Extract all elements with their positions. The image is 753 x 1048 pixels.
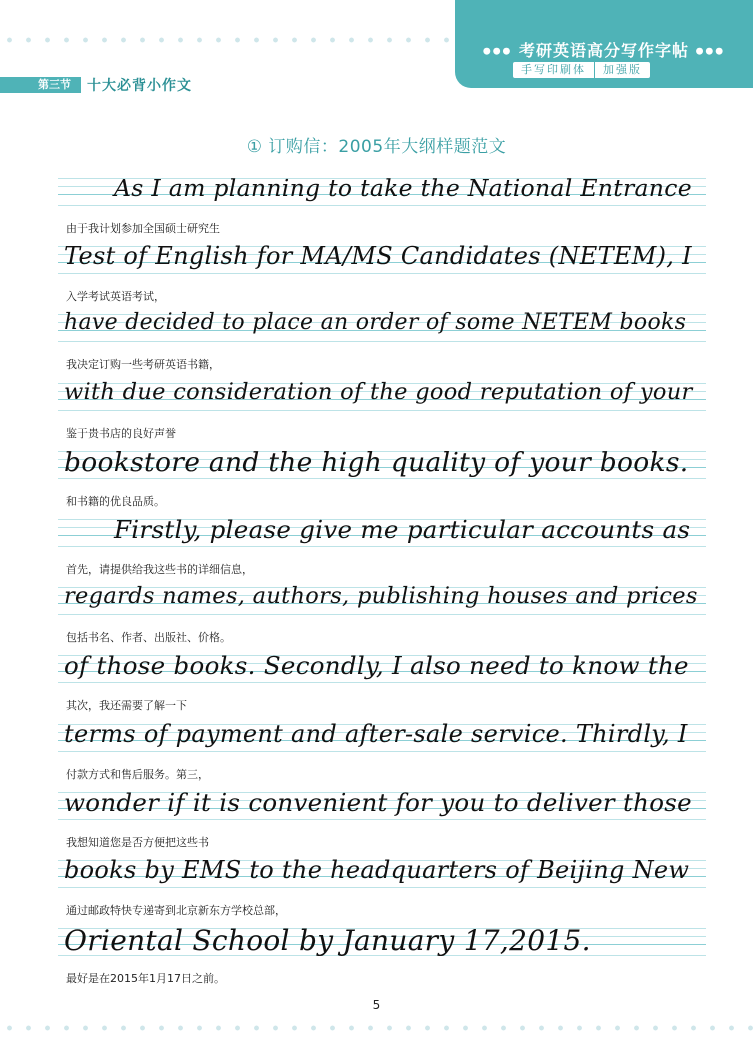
- dot-decoration-icon: ●●●: [482, 46, 513, 57]
- ruled-line: [58, 205, 706, 206]
- english-sentence: Test of English for MA/MS Candidates (NETEM), I: [64, 242, 692, 271]
- english-sentence: regards names, authors, publishing houses and prices: [64, 583, 698, 610]
- writing-line: [58, 308, 706, 376]
- chinese-translation: 由于我计划参加全国硕士研究生: [66, 222, 220, 235]
- section-title: 十大必背小作文: [87, 78, 192, 94]
- writing-line: [58, 718, 706, 786]
- ruled-line: [58, 751, 706, 752]
- ruled-line: [58, 819, 706, 820]
- top-dot-pattern: [0, 34, 450, 46]
- subtitle-right: 加强版: [603, 63, 642, 76]
- chinese-translation: 和书籍的优良品质。: [66, 494, 165, 508]
- chinese-translation: 鉴于贵书店的良好声誉: [66, 426, 176, 440]
- english-sentence: of those books. Secondly, I also need to know the: [64, 651, 689, 681]
- writing-line: [58, 172, 706, 240]
- bottom-dot-pattern: [0, 1022, 753, 1034]
- ruled-line: [58, 478, 706, 479]
- ruled-line: [58, 410, 706, 411]
- ruled-line: [58, 614, 706, 615]
- writing-line: [58, 922, 706, 990]
- chinese-translation: 首先，请提供给我这些书的详细信息，: [66, 563, 253, 576]
- writing-line: [58, 377, 706, 445]
- chinese-translation: 包括书名、作者、出版社、价格。: [66, 631, 231, 645]
- english-sentence: bookstore and the high quality of your books.: [64, 446, 689, 478]
- section-heading: [0, 77, 192, 93]
- chinese-translation: 我想知道您是否方便把这些书: [66, 835, 209, 849]
- ruled-line: [58, 682, 706, 683]
- writing-line: [58, 445, 706, 513]
- book-title: ●●● 考研英语高分写作字帖 ●●●: [482, 41, 726, 60]
- subtitle-left: 手写印刷体: [513, 62, 595, 78]
- ruled-line: [58, 546, 706, 547]
- english-sentence: Firstly, please give me particular accounts as: [114, 515, 691, 544]
- english-sentence: Oriental School by January 17,2015.: [64, 924, 591, 958]
- page-number: 5: [372, 998, 381, 1012]
- writing-line: [58, 854, 706, 922]
- book-subtitle: [513, 62, 650, 78]
- section-badge: 第三节: [0, 77, 81, 93]
- document-title: ① 订购信：2005年大纲样题范文: [246, 137, 507, 157]
- english-sentence: As I am planning to take the National Entrance: [114, 174, 692, 202]
- english-sentence: terms of payment and after-sale service. Thirdly, I: [64, 719, 688, 748]
- writing-line: [58, 649, 706, 717]
- chinese-translation: 最好是在2015年1月17日之前。: [66, 972, 225, 986]
- english-sentence: with due consideration of the good reputation of your: [64, 378, 693, 405]
- writing-line: [58, 581, 706, 649]
- writing-line: [58, 240, 706, 308]
- ruled-line: [58, 341, 706, 342]
- book-header-tab: [455, 0, 753, 88]
- writing-line: [58, 786, 706, 854]
- chinese-translation: 其次，我还需要了解一下: [66, 699, 187, 713]
- chinese-translation: 付款方式和售后服务。第三，: [66, 767, 209, 781]
- chinese-translation: 通过邮政特快专递寄到北京新东方学校总部，: [66, 904, 286, 917]
- chinese-translation: 我决定订购一些考研英语书籍，: [66, 358, 220, 372]
- ruled-line: [58, 273, 706, 274]
- chinese-translation: 入学考试英语考试，: [66, 290, 165, 304]
- english-sentence: wonder if it is convenient for you to deliver those: [64, 787, 692, 817]
- english-sentence: have decided to place an order of some NETEM books: [64, 310, 687, 336]
- writing-line: [58, 513, 706, 581]
- ruled-line: [58, 887, 706, 888]
- english-sentence: books by EMS to the headquarters of Beijing New: [64, 856, 690, 884]
- dot-decoration-icon: ●●●: [695, 46, 726, 57]
